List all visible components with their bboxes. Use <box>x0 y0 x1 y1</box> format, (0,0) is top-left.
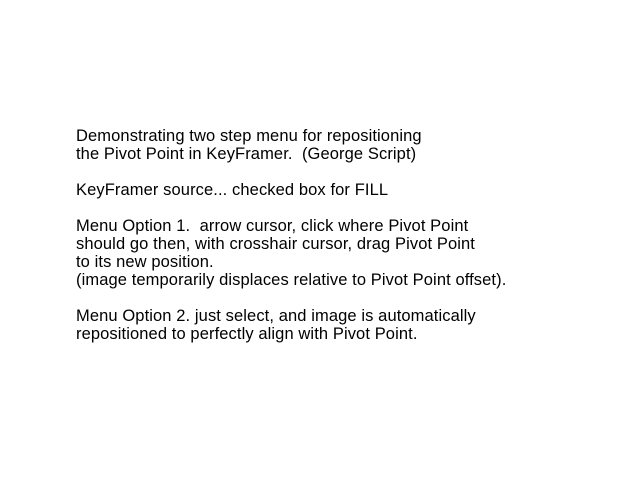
menu-option-1-paragraph <box>76 217 632 289</box>
text-line: repositioned to perfectly align with Pivot Point. <box>76 325 418 343</box>
text-line: Menu Option 2. just select, and image is automatically <box>76 307 476 325</box>
text-line: Menu Option 1. arrow cursor, click where Pivot Point <box>76 217 469 235</box>
text-line: to its new position. <box>76 253 214 271</box>
text-line: Demonstrating two step menu for repositioning <box>76 127 422 145</box>
text-line: the Pivot Point in KeyFramer. (George Script) <box>76 145 417 163</box>
source-paragraph <box>76 181 632 199</box>
menu-option-2-paragraph <box>76 307 632 343</box>
text-line: should go then, with crosshair cursor, drag Pivot Point <box>76 235 475 253</box>
intro-paragraph <box>76 127 632 163</box>
description-text-block <box>76 127 632 343</box>
text-line: (image temporarily displaces relative to Pivot Point offset). <box>76 271 507 289</box>
text-line: KeyFramer source... checked box for FILL <box>76 181 389 199</box>
